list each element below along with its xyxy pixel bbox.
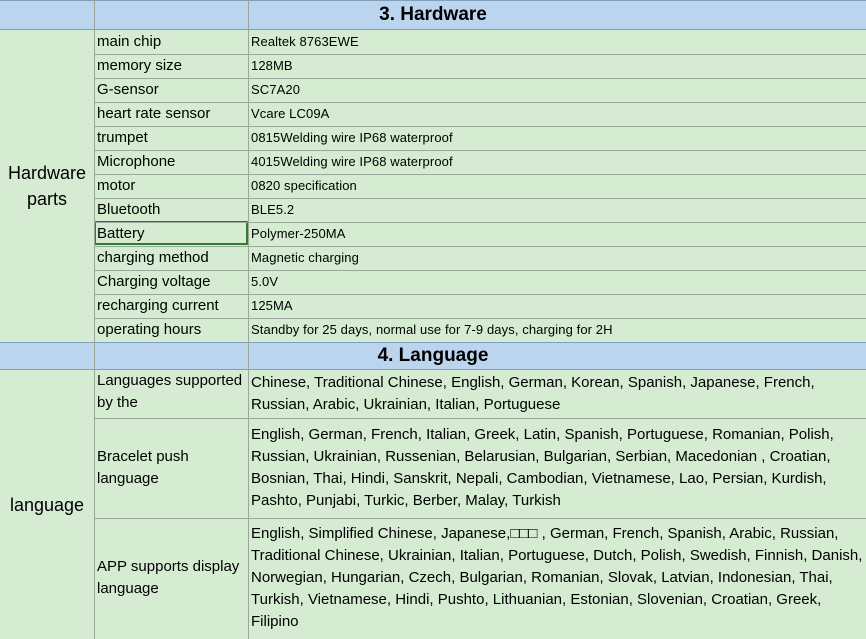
- table-row[interactable]: [0, 518, 866, 639]
- table-row[interactable]: [0, 198, 866, 222]
- row-value: 128MB: [251, 58, 293, 73]
- grid-line: [94, 150, 866, 151]
- row-value: Magnetic charging: [251, 250, 359, 265]
- selected-cell-outline: [94, 221, 248, 245]
- row-value: 4015Welding wire IP68 waterproof: [251, 154, 453, 169]
- section-header-hardware: 3. Hardware: [0, 0, 866, 30]
- table-row[interactable]: [0, 102, 866, 126]
- grid-line: [94, 126, 866, 127]
- table-row[interactable]: [0, 270, 866, 294]
- table-row[interactable]: [0, 294, 866, 318]
- row-label: recharging current: [97, 297, 219, 314]
- grid-line: [94, 518, 866, 519]
- row-label: motor: [97, 177, 136, 194]
- row-label: G-sensor: [97, 81, 159, 98]
- section-header-language: 4. Language: [0, 342, 866, 370]
- grid-line: [94, 54, 866, 55]
- row-value: Chinese, Traditional Chinese, English, German, Korean, Spanish, Japanese, French, Russian, Arabic, Ukrainian, Italian, Portuguese: [251, 374, 815, 413]
- grid-line: [94, 222, 866, 223]
- grid-line: [94, 294, 866, 295]
- table-row[interactable]: [0, 418, 866, 518]
- row-value: Standby for 25 days, normal use for 7-9 days, charging for 2H: [251, 322, 613, 337]
- row-value: Realtek 8763EWE: [251, 34, 359, 49]
- row-value: English, Simplified Chinese, Japanese,□□□ , German, French, Spanish, Arabic, Russian, Traditional Chinese, Ukrainian, Italian, Portuguese, Dutch, Polish, Swedish, Finnish, Danish, Norwegian, Hungarian, Czech, Bulgarian, Romanian, Slovak, Latvian, Indonesian, Thai, Turkish, Vietnamese, Hindi, Pushto, Lithuanian, Estonian, Slovenian, Croatian, Greek, Filipino: [251, 525, 863, 630]
- grid-line: [94, 102, 866, 103]
- grid-line: [94, 198, 866, 199]
- grid-line: [94, 246, 866, 247]
- grid-line: [248, 0, 249, 639]
- grid-line: [94, 78, 866, 79]
- row-label: Languages supported by the: [97, 372, 243, 411]
- row-value: SC7A20: [251, 82, 301, 97]
- row-label: trumpet: [97, 129, 148, 146]
- table-row[interactable]: [0, 78, 866, 102]
- row-label: Charging voltage: [97, 273, 211, 290]
- table-row[interactable]: [0, 30, 866, 54]
- row-label: Microphone: [97, 153, 176, 170]
- table-row[interactable]: [0, 318, 866, 342]
- grid-line: [94, 0, 95, 639]
- table-row[interactable]: [0, 246, 866, 270]
- row-label: charging method: [97, 249, 209, 266]
- table-row[interactable]: [0, 150, 866, 174]
- group-label-language: language: [9, 494, 85, 515]
- row-label: Bluetooth: [97, 201, 161, 218]
- row-value: 0820 specification: [251, 178, 357, 193]
- row-label: Bracelet push language: [97, 448, 189, 487]
- row-value: Vcare LC09A: [251, 106, 330, 121]
- row-label: operating hours: [97, 321, 202, 338]
- row-label: heart rate sensor: [97, 105, 211, 122]
- row-label: APP supports display language: [97, 558, 240, 597]
- row-value: 5.0V: [251, 274, 279, 289]
- grid-line: [94, 418, 866, 419]
- table-row[interactable]: [0, 126, 866, 150]
- row-value: 125MA: [251, 298, 293, 313]
- grid-line: [94, 174, 866, 175]
- row-value: 0815Welding wire IP68 waterproof: [251, 130, 453, 145]
- grid-line: [94, 318, 866, 319]
- row-value: BLE5.2: [251, 202, 295, 217]
- grid-line: [94, 270, 866, 271]
- row-value: English, German, French, Italian, Greek, Latin, Spanish, Portuguese, Romanian, Polish, Russian, Ukrainian, Russenian, Belarusian, Bulgarian, Serbian, Macedonian , Croatian, Bosnian, Thai, Hindi, Sanskrit, Nepali, Cambodian, Vietnamese, Lao, Persian, Kurdish, Pashto, Punjabi, Turkic, Berber, Malay, Turkish: [251, 426, 834, 509]
- table-row[interactable]: [0, 174, 866, 198]
- row-value: Polymer-250MA: [251, 226, 346, 241]
- table-row[interactable]: [0, 54, 866, 78]
- group-label-hardware-parts: Hardware parts: [7, 163, 87, 209]
- row-label: Battery: [97, 225, 145, 242]
- table-row[interactable]: [0, 370, 866, 418]
- row-label: memory size: [97, 57, 183, 74]
- row-label: main chip: [97, 33, 162, 50]
